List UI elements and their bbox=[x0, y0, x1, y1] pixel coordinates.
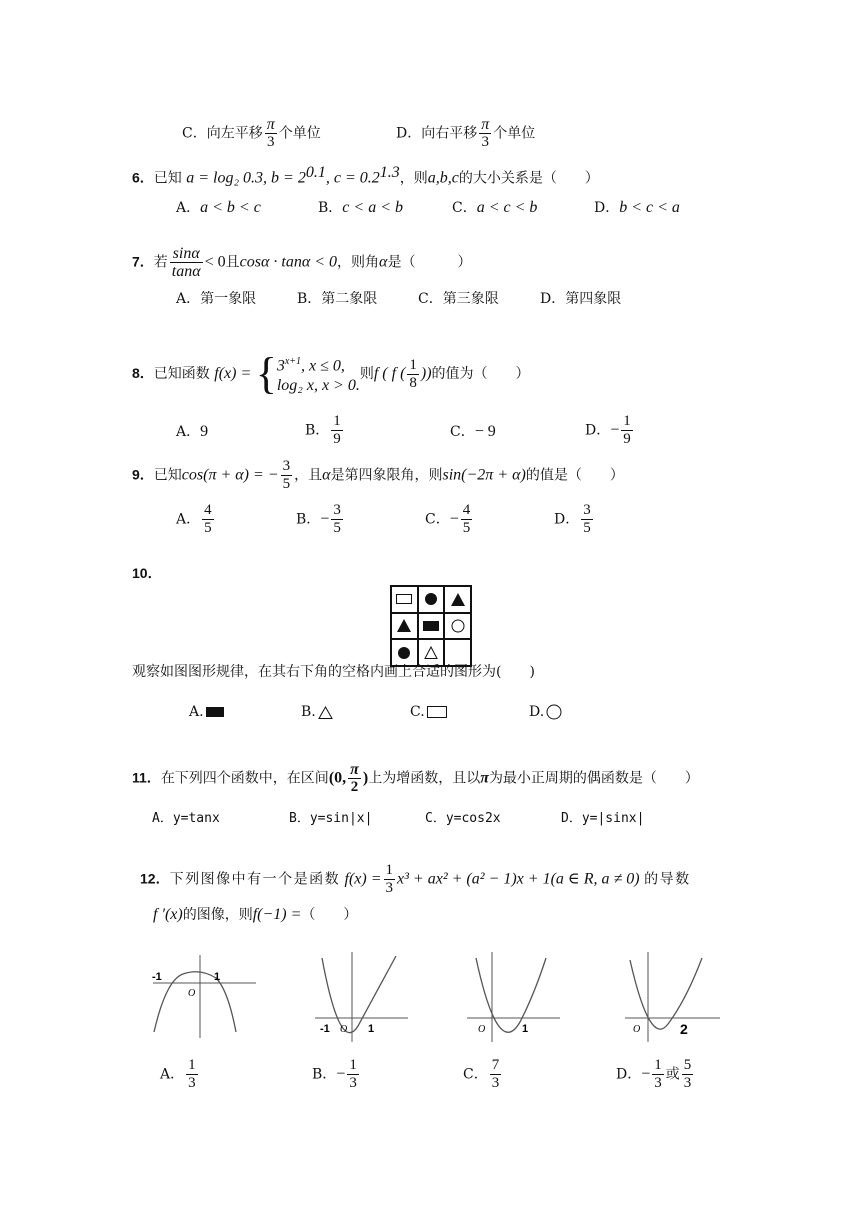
filled-circle-icon bbox=[397, 646, 411, 660]
opt-fraction bbox=[581, 502, 593, 537]
opt-label: B． bbox=[296, 511, 321, 528]
curve bbox=[476, 958, 546, 1032]
q6-mid: ，则 bbox=[399, 170, 428, 187]
frac-top: 5 bbox=[683, 1057, 692, 1073]
q9-math-2: sin(−2π + α) bbox=[442, 466, 526, 484]
opt-label: A． bbox=[176, 424, 201, 440]
origin-label: O bbox=[633, 1024, 641, 1035]
q11-option-d[interactable]: D．y=|sinx| bbox=[561, 811, 645, 826]
q12-graph-b bbox=[310, 950, 410, 1045]
frac-top: π bbox=[266, 116, 275, 133]
frac-bot: 3 bbox=[481, 134, 489, 150]
opt-label: C． bbox=[463, 1066, 488, 1083]
frac-bot: 5 bbox=[333, 520, 341, 536]
hollow-rectangle-icon bbox=[427, 706, 447, 718]
q12-option-c[interactable] bbox=[463, 1057, 503, 1092]
frac-bot: 5 bbox=[204, 520, 212, 536]
q10-option-c[interactable] bbox=[410, 703, 447, 721]
q12-fprime: f ′(x) bbox=[153, 906, 183, 923]
q7-math-2: cosα · tanα < 0 bbox=[239, 253, 338, 271]
q12-stem-line1 bbox=[140, 862, 691, 897]
opt-fraction bbox=[186, 1057, 198, 1092]
q11-interval-right: ) bbox=[362, 769, 369, 787]
tick-label: 1 bbox=[368, 1023, 375, 1035]
q8-pre: 已知函数 bbox=[153, 366, 210, 382]
filled-rectangle-icon bbox=[206, 707, 224, 717]
q9-option-c[interactable] bbox=[425, 502, 474, 537]
tick-label: -1 bbox=[320, 1023, 330, 1035]
q12-graph-a bbox=[148, 950, 258, 1040]
q8-ff: f ( f ( bbox=[373, 365, 406, 382]
q6-vars: a,b,c bbox=[427, 169, 459, 187]
q7-math-1: < 0 bbox=[204, 253, 226, 271]
q12-option-d[interactable] bbox=[616, 1057, 695, 1092]
q7-post2: 是（ ） bbox=[387, 254, 472, 271]
tick-label: 2 bbox=[680, 1021, 688, 1037]
q12-line2-post: （ ） bbox=[301, 907, 358, 923]
q8-ffc: )) bbox=[420, 365, 432, 382]
frac-bot: 3 bbox=[188, 1075, 196, 1091]
grid-cell bbox=[444, 586, 471, 613]
frac-top: 3 bbox=[583, 502, 591, 518]
opt-math: a < c < b bbox=[476, 199, 538, 216]
tick-label: 1 bbox=[214, 971, 221, 983]
q8-then: 则 bbox=[359, 366, 374, 382]
q7-stem bbox=[132, 245, 471, 280]
q11-option-c[interactable]: C．y=cos2x bbox=[425, 811, 501, 826]
opt-fraction-2 bbox=[682, 1057, 694, 1092]
frac-bot: 3 bbox=[349, 1075, 357, 1091]
opt-label: C． bbox=[450, 424, 475, 440]
q6-option-b[interactable] bbox=[318, 199, 403, 217]
q6-number: 6． bbox=[132, 169, 154, 186]
q7-option-a[interactable]: A．第一象限 bbox=[176, 291, 257, 307]
origin-label: O bbox=[340, 1024, 348, 1035]
q9-mid: ，且 bbox=[294, 467, 323, 484]
opt-sign: − bbox=[336, 1065, 346, 1083]
q7-var: α bbox=[379, 253, 388, 271]
q8-option-b[interactable] bbox=[305, 413, 345, 448]
opt-label: A． bbox=[176, 200, 201, 216]
frac-top: 1 bbox=[623, 413, 631, 429]
q10-pattern-grid bbox=[390, 585, 472, 667]
opt-label: B． bbox=[312, 1066, 337, 1083]
frac-bot: 9 bbox=[623, 431, 631, 447]
q6-pre: 已知 bbox=[153, 170, 182, 187]
q12-line2-mid: 的图像，则 bbox=[182, 907, 253, 923]
q9-post: 的值是（ ） bbox=[525, 467, 624, 484]
q11-option-b[interactable]: B．y=sin|x| bbox=[289, 811, 373, 826]
frac-top: 1 bbox=[333, 413, 341, 429]
q8-post: 的值为（ ） bbox=[431, 366, 530, 382]
frac-top: 1 bbox=[349, 1057, 357, 1073]
opt-or: 或 bbox=[665, 1066, 680, 1083]
q7-mid: 且 bbox=[225, 254, 240, 271]
q9-stem bbox=[132, 458, 624, 493]
q5-option-c[interactable] bbox=[182, 116, 321, 151]
q8-cases bbox=[277, 352, 360, 396]
q7-post1: ，则角 bbox=[337, 254, 380, 271]
opt-sign: − bbox=[449, 510, 459, 528]
q8-brace: { bbox=[255, 349, 277, 398]
opt-label: D． bbox=[585, 422, 611, 439]
q9-math-1: cos(π + α) = − bbox=[181, 466, 279, 484]
frac-top: 1 bbox=[385, 862, 394, 878]
q5-optc-fraction bbox=[265, 116, 277, 151]
grid-cell-empty bbox=[444, 639, 471, 666]
opt-fraction bbox=[331, 413, 343, 448]
q11-interval-left: (0, bbox=[328, 769, 347, 787]
q12-f-minus1: f(−1) = bbox=[252, 906, 302, 923]
opt-label: C. bbox=[410, 704, 425, 720]
q7-pre: 若 bbox=[153, 254, 168, 271]
frac-bot: 3 bbox=[683, 1075, 692, 1091]
opt-math: a < b < c bbox=[200, 199, 261, 216]
q11-fraction bbox=[348, 761, 361, 796]
frac-top: sinα bbox=[170, 245, 203, 263]
q5-optd-unit: 个单位 bbox=[493, 125, 536, 142]
opt-label: A. bbox=[189, 704, 204, 720]
frac-bot: 3 bbox=[491, 1075, 500, 1091]
q12-graph-c bbox=[462, 950, 562, 1045]
q6-stem bbox=[132, 164, 599, 188]
frac-top: π bbox=[350, 761, 359, 778]
opt-value: − 9 bbox=[474, 423, 496, 440]
filled-rectangle-icon bbox=[423, 621, 439, 631]
filled-triangle-icon bbox=[451, 593, 465, 606]
q7-fraction bbox=[170, 245, 203, 280]
case1-cond: , x ≤ 0, bbox=[301, 357, 345, 375]
q10-option-b[interactable] bbox=[301, 703, 333, 721]
q8-option-c[interactable] bbox=[450, 423, 496, 441]
frac-bot: 5 bbox=[583, 520, 591, 536]
grid-cell bbox=[444, 613, 471, 640]
frac-top: 3 bbox=[282, 458, 291, 474]
grid-cell bbox=[418, 586, 445, 613]
q9-option-b[interactable] bbox=[296, 502, 345, 537]
opt-sign: − bbox=[320, 510, 330, 528]
frac-bot: 3 bbox=[385, 880, 394, 896]
case1-exp: x+1 bbox=[284, 355, 302, 367]
q12-option-b[interactable] bbox=[312, 1057, 361, 1092]
grid-cell bbox=[418, 613, 445, 640]
frac-top: 4 bbox=[204, 502, 212, 518]
q12-option-a[interactable] bbox=[160, 1057, 200, 1092]
q9-fraction bbox=[281, 458, 293, 493]
hollow-circle-icon bbox=[546, 704, 562, 720]
hollow-circle-icon bbox=[451, 619, 465, 633]
opt-math: c < a < b bbox=[342, 199, 403, 216]
grid-cell bbox=[391, 613, 418, 640]
frac-top: 1 bbox=[188, 1057, 196, 1073]
q5-optc-text: C．向左平移 bbox=[182, 125, 263, 142]
q12-poly: x³ + ax² + (a² − 1)x + 1(a ∈ R, a ≠ 0) bbox=[397, 870, 640, 888]
origin-label: O bbox=[188, 988, 196, 999]
curve bbox=[154, 972, 236, 1032]
q7-number: 7． bbox=[132, 253, 154, 270]
q9-mid2: 是第四象限角，则 bbox=[330, 467, 443, 484]
q5-optd-text: D．向右平移 bbox=[396, 125, 478, 142]
q8-fx: f(x) = bbox=[214, 365, 252, 382]
q10-stem: 观察如图图形规律，在其右下角的空格内画上合适的图形为( ) bbox=[132, 664, 535, 680]
opt-value: 9 bbox=[200, 423, 209, 440]
q6-option-a[interactable] bbox=[176, 199, 261, 217]
q11-pre: 在下列四个函数中，在区间 bbox=[160, 770, 329, 787]
opt-fraction bbox=[652, 1057, 664, 1092]
opt-fraction bbox=[347, 1057, 359, 1092]
q10-number: 10． bbox=[132, 565, 162, 581]
opt-label: D. bbox=[529, 704, 545, 720]
q8-fraction bbox=[407, 357, 419, 392]
opt-label: D． bbox=[554, 511, 580, 528]
q10-option-a[interactable] bbox=[189, 703, 224, 721]
q8-number: 8． bbox=[132, 365, 154, 381]
opt-label: D． bbox=[616, 1066, 642, 1083]
q12-fx: f(x) = bbox=[344, 870, 382, 888]
q9-number: 9． bbox=[132, 466, 154, 483]
q12-fraction bbox=[384, 862, 396, 897]
filled-triangle-icon bbox=[397, 619, 411, 632]
q11-post: 为最小正周期的偶函数是（ ） bbox=[488, 770, 699, 787]
q12-graph-d bbox=[620, 950, 724, 1045]
opt-sign: − bbox=[610, 421, 620, 439]
q11-stem bbox=[132, 761, 699, 796]
origin-label: O bbox=[478, 1024, 486, 1035]
frac-bot: 2 bbox=[350, 779, 359, 795]
grid-cell bbox=[391, 639, 418, 666]
filled-circle-icon bbox=[424, 592, 438, 606]
frac-top: 7 bbox=[491, 1057, 500, 1073]
hollow-triangle-icon bbox=[424, 646, 438, 659]
q12-pre: 下列图像中有一个是函数 bbox=[169, 871, 341, 888]
q5-optd-fraction bbox=[479, 116, 491, 151]
q9-pre: 已知 bbox=[153, 467, 182, 484]
q7-option-b[interactable]: B．第二象限 bbox=[297, 291, 378, 307]
q12-number: 12． bbox=[140, 870, 170, 887]
opt-label: C． bbox=[425, 511, 450, 528]
hollow-triangle-icon bbox=[318, 706, 333, 719]
frac-bot: tanα bbox=[171, 263, 201, 280]
q10-option-d[interactable] bbox=[529, 703, 562, 721]
q8-stem bbox=[132, 343, 530, 403]
q6-post: 的大小关系是（ ） bbox=[458, 170, 599, 187]
frac-bot: 3 bbox=[266, 134, 275, 150]
q5-optc-unit: 个单位 bbox=[278, 125, 321, 142]
frac-top: 4 bbox=[462, 502, 471, 518]
grid-cell bbox=[391, 586, 418, 613]
q5-option-d[interactable] bbox=[396, 116, 535, 151]
frac-bot: 9 bbox=[333, 431, 341, 447]
frac-top: 3 bbox=[333, 502, 341, 518]
q8-case-1 bbox=[277, 352, 360, 376]
q7-option-d[interactable]: D．第四象限 bbox=[540, 291, 622, 307]
opt-sign: − bbox=[641, 1065, 651, 1083]
q9-option-d[interactable] bbox=[554, 502, 595, 537]
q9-option-a[interactable] bbox=[176, 502, 216, 537]
opt-math: b < c < a bbox=[619, 199, 680, 216]
opt-fraction bbox=[202, 502, 214, 537]
q6-math-2: , c = 0.2 bbox=[325, 169, 380, 187]
opt-label: A． bbox=[176, 511, 201, 528]
opt-label: B． bbox=[305, 422, 330, 439]
tick-label: 1 bbox=[522, 1023, 529, 1035]
q6-c-exp: 1.3 bbox=[379, 164, 400, 181]
grid-cell bbox=[418, 639, 445, 666]
opt-label: C． bbox=[452, 200, 477, 216]
frac-top: 1 bbox=[409, 356, 417, 373]
case1-base: 3 bbox=[276, 357, 285, 375]
q12-stem-line2 bbox=[153, 906, 357, 924]
hollow-rectangle-icon bbox=[396, 594, 412, 604]
q6-math-1: a = log₂ 0.3, b = 2 bbox=[186, 169, 306, 187]
q11-option-a[interactable]: A．y=tanx bbox=[152, 811, 220, 826]
q8-option-d[interactable] bbox=[585, 413, 635, 448]
frac-top: π bbox=[481, 116, 490, 133]
q6-option-d[interactable] bbox=[594, 199, 680, 217]
frac-bot: 3 bbox=[654, 1075, 662, 1091]
q12-post: 的导数 bbox=[644, 871, 691, 888]
q11-mid: 上为增函数，且以 bbox=[368, 770, 481, 787]
frac-top: 1 bbox=[654, 1057, 662, 1073]
frac-bot: 5 bbox=[282, 476, 291, 492]
opt-label: D． bbox=[594, 200, 620, 216]
q6-option-c[interactable] bbox=[452, 199, 537, 217]
q11-number: 11． bbox=[132, 769, 161, 786]
q11-pi: π bbox=[480, 769, 489, 787]
frac-bot: 8 bbox=[409, 374, 417, 391]
tick-label: -1 bbox=[152, 971, 162, 983]
frac-bot: 5 bbox=[462, 520, 471, 536]
opt-label: A． bbox=[160, 1066, 185, 1083]
opt-fraction bbox=[490, 1057, 502, 1092]
opt-fraction bbox=[621, 413, 633, 448]
q8-case-2: log₂ x, x > 0. bbox=[276, 377, 360, 395]
q8-option-a[interactable] bbox=[176, 423, 208, 441]
opt-fraction bbox=[331, 502, 343, 537]
q6-b-exp: 0.1 bbox=[305, 164, 326, 181]
q9-var: α bbox=[322, 466, 331, 484]
q7-option-c[interactable]: C．第三象限 bbox=[418, 291, 499, 307]
opt-fraction bbox=[461, 502, 473, 537]
opt-label: B． bbox=[318, 200, 343, 216]
curve bbox=[322, 956, 396, 1033]
opt-label: B. bbox=[301, 704, 316, 720]
